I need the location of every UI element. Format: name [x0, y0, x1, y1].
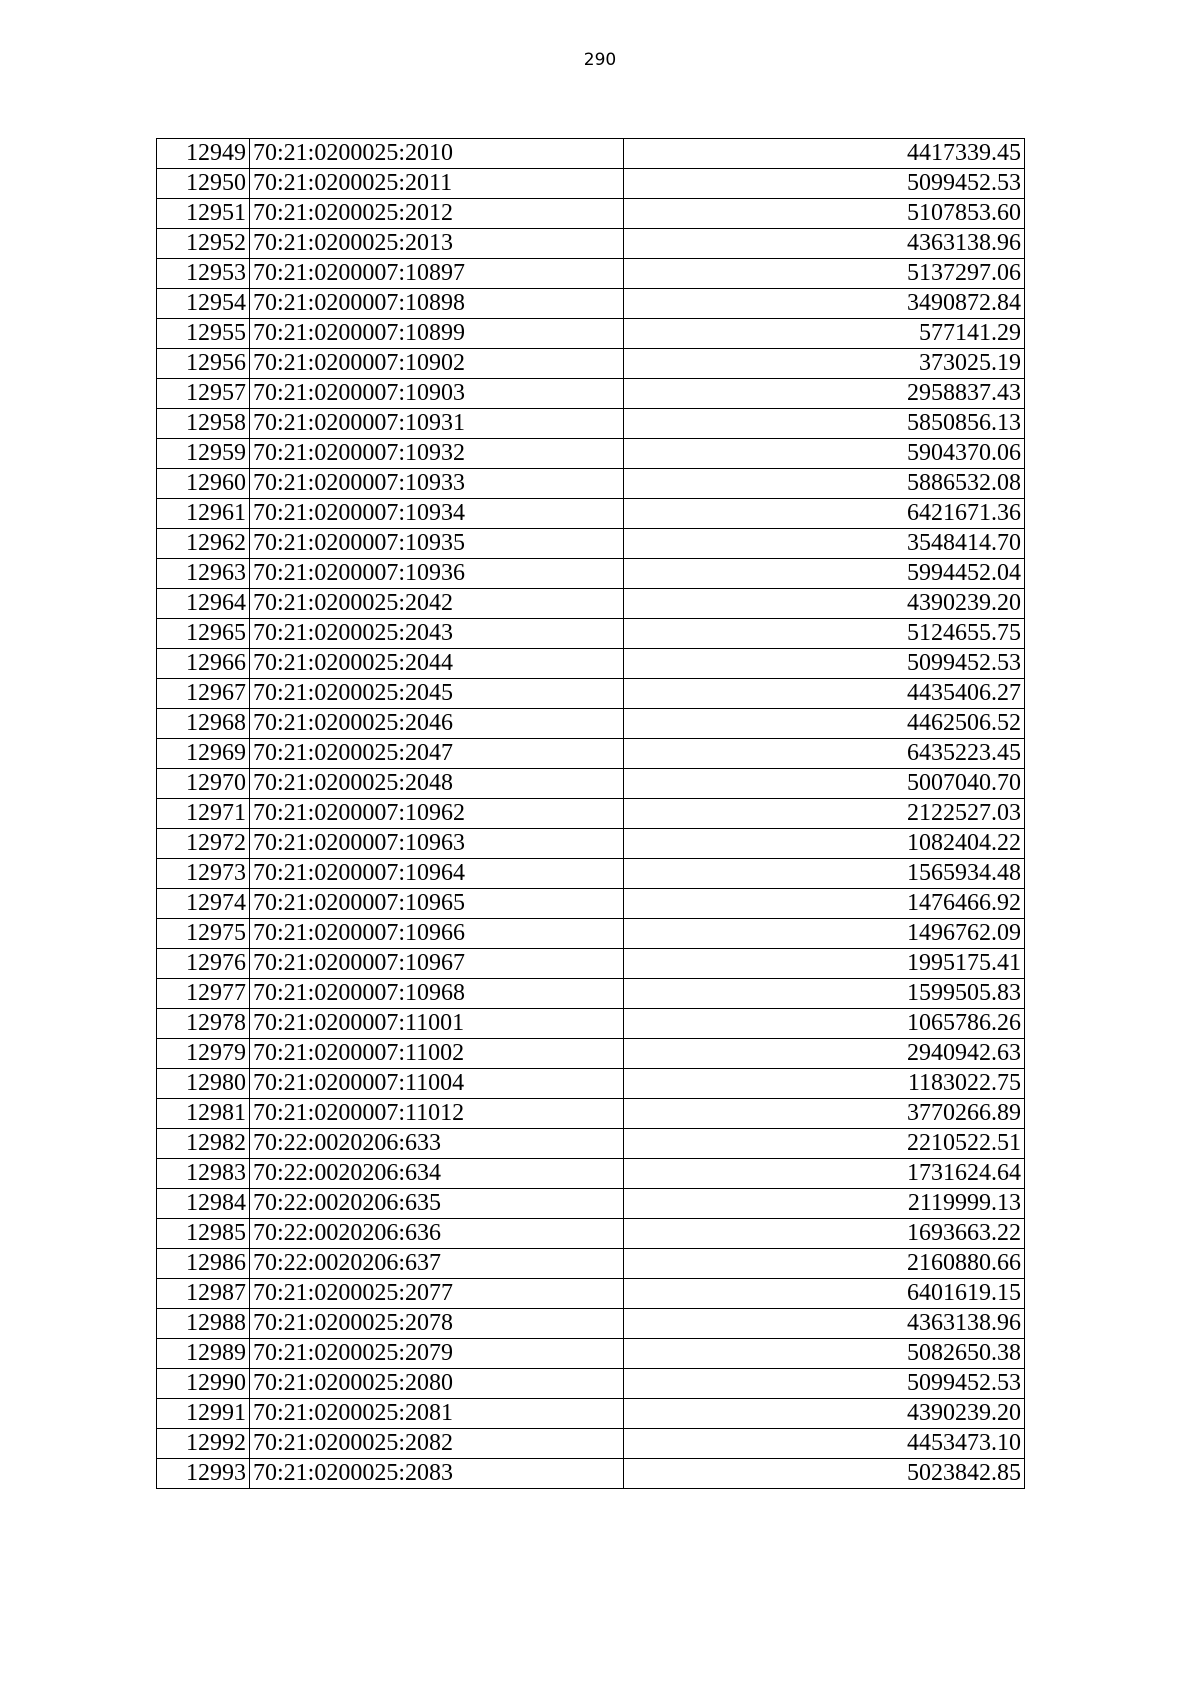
table-row: [157, 1399, 1025, 1429]
table-row: [157, 229, 1025, 259]
table-row: [157, 1039, 1025, 1069]
row-number-cell: 12973: [157, 859, 250, 889]
row-number-cell: 12957: [157, 379, 250, 409]
value-cell: 4462506.52: [624, 709, 1025, 739]
table-row: [157, 799, 1025, 829]
table-row: [157, 379, 1025, 409]
row-number-cell: 12965: [157, 619, 250, 649]
row-number-cell: 12969: [157, 739, 250, 769]
table-row: [157, 1099, 1025, 1129]
cadastral-number-cell: 70:22:0020206:637: [250, 1249, 624, 1279]
value-cell: 1995175.41: [624, 949, 1025, 979]
row-number-cell: 12966: [157, 649, 250, 679]
cadastral-number-cell: 70:21:0200007:11001: [250, 1009, 624, 1039]
row-number-cell: 12959: [157, 439, 250, 469]
cadastral-number-cell: 70:21:0200007:10963: [250, 829, 624, 859]
cadastral-number-cell: 70:21:0200025:2080: [250, 1369, 624, 1399]
table-row: [157, 649, 1025, 679]
table-row: [157, 349, 1025, 379]
page-number: 290: [583, 50, 617, 70]
cadastral-number-cell: 70:21:0200007:10966: [250, 919, 624, 949]
table-row: [157, 919, 1025, 949]
cadastral-number-cell: 70:21:0200025:2046: [250, 709, 624, 739]
row-number-cell: 12976: [157, 949, 250, 979]
table-row: [157, 1249, 1025, 1279]
row-number-cell: 12993: [157, 1459, 250, 1489]
row-number-cell: 12949: [157, 139, 250, 169]
table-row: [157, 679, 1025, 709]
row-number-cell: 12987: [157, 1279, 250, 1309]
table-row: [157, 889, 1025, 919]
row-number-cell: 12981: [157, 1099, 250, 1129]
value-cell: 1693663.22: [624, 1219, 1025, 1249]
value-cell: 1082404.22: [624, 829, 1025, 859]
row-number-cell: 12970: [157, 769, 250, 799]
table-row: [157, 1279, 1025, 1309]
row-number-cell: 12978: [157, 1009, 250, 1039]
cadastral-number-cell: 70:21:0200007:11002: [250, 1039, 624, 1069]
cadastral-number-cell: 70:21:0200025:2010: [250, 139, 624, 169]
value-cell: 1599505.83: [624, 979, 1025, 1009]
row-number-cell: 12955: [157, 319, 250, 349]
table-row: [157, 1339, 1025, 1369]
row-number-cell: 12958: [157, 409, 250, 439]
row-number-cell: 12990: [157, 1369, 250, 1399]
value-cell: 1565934.48: [624, 859, 1025, 889]
value-cell: 6421671.36: [624, 499, 1025, 529]
table-row: [157, 949, 1025, 979]
cadastral-number-cell: 70:21:0200007:10935: [250, 529, 624, 559]
row-number-cell: 12988: [157, 1309, 250, 1339]
table-row: [157, 739, 1025, 769]
cadastral-number-cell: 70:21:0200025:2042: [250, 589, 624, 619]
cadastral-number-cell: 70:21:0200025:2079: [250, 1339, 624, 1369]
row-number-cell: 12956: [157, 349, 250, 379]
cadastral-number-cell: 70:21:0200025:2043: [250, 619, 624, 649]
table-row: [157, 139, 1025, 169]
table-body: [157, 139, 1025, 1489]
row-number-cell: 12964: [157, 589, 250, 619]
cadastral-number-cell: 70:22:0020206:634: [250, 1159, 624, 1189]
row-number-cell: 12985: [157, 1219, 250, 1249]
row-number-cell: 12977: [157, 979, 250, 1009]
value-cell: 3490872.84: [624, 289, 1025, 319]
cadastral-number-cell: 70:21:0200025:2012: [250, 199, 624, 229]
cadastral-number-cell: 70:22:0020206:635: [250, 1189, 624, 1219]
value-cell: 5886532.08: [624, 469, 1025, 499]
row-number-cell: 12950: [157, 169, 250, 199]
value-cell: 3770266.89: [624, 1099, 1025, 1129]
value-cell: 4453473.10: [624, 1429, 1025, 1459]
table-row: [157, 619, 1025, 649]
cadastral-number-cell: 70:22:0020206:633: [250, 1129, 624, 1159]
row-number-cell: 12953: [157, 259, 250, 289]
cadastral-number-cell: 70:21:0200025:2078: [250, 1309, 624, 1339]
table-row: [157, 319, 1025, 349]
value-cell: 2958837.43: [624, 379, 1025, 409]
row-number-cell: 12952: [157, 229, 250, 259]
table-row: [157, 859, 1025, 889]
cadastral-number-cell: 70:21:0200007:10933: [250, 469, 624, 499]
table-row: [157, 709, 1025, 739]
value-cell: 4363138.96: [624, 1309, 1025, 1339]
cadastral-number-cell: 70:21:0200025:2082: [250, 1429, 624, 1459]
cadastral-number-cell: 70:21:0200007:10898: [250, 289, 624, 319]
row-number-cell: 12983: [157, 1159, 250, 1189]
table-row: [157, 979, 1025, 1009]
cadastral-number-cell: 70:21:0200025:2045: [250, 679, 624, 709]
value-cell: 1183022.75: [624, 1069, 1025, 1099]
table-row: [157, 1129, 1025, 1159]
value-cell: 5099452.53: [624, 649, 1025, 679]
cadastral-number-cell: 70:21:0200007:10934: [250, 499, 624, 529]
row-number-cell: 12971: [157, 799, 250, 829]
value-cell: 1731624.64: [624, 1159, 1025, 1189]
cadastral-number-cell: 70:21:0200007:10903: [250, 379, 624, 409]
value-cell: 6435223.45: [624, 739, 1025, 769]
value-cell: 1065786.26: [624, 1009, 1025, 1039]
cadastral-number-cell: 70:21:0200007:10931: [250, 409, 624, 439]
row-number-cell: 12986: [157, 1249, 250, 1279]
cadastral-number-cell: 70:22:0020206:636: [250, 1219, 624, 1249]
cadastral-number-cell: 70:21:0200025:2048: [250, 769, 624, 799]
table-row: [157, 1429, 1025, 1459]
value-cell: 4390239.20: [624, 1399, 1025, 1429]
value-cell: 3548414.70: [624, 529, 1025, 559]
table-row: [157, 1219, 1025, 1249]
value-cell: 4363138.96: [624, 229, 1025, 259]
value-cell: 2160880.66: [624, 1249, 1025, 1279]
value-cell: 5007040.70: [624, 769, 1025, 799]
value-cell: 2119999.13: [624, 1189, 1025, 1219]
cadastral-number-cell: 70:21:0200007:10932: [250, 439, 624, 469]
table-row: [157, 529, 1025, 559]
row-number-cell: 12979: [157, 1039, 250, 1069]
value-cell: 2210522.51: [624, 1129, 1025, 1159]
table-row: [157, 1069, 1025, 1099]
table-row: [157, 259, 1025, 289]
row-number-cell: 12968: [157, 709, 250, 739]
row-number-cell: 12960: [157, 469, 250, 499]
table-row: [157, 559, 1025, 589]
value-cell: 4417339.45: [624, 139, 1025, 169]
table-row: [157, 199, 1025, 229]
table-row: [157, 1369, 1025, 1399]
value-cell: 1476466.92: [624, 889, 1025, 919]
cadastral-value-table: [156, 138, 1025, 1489]
cadastral-number-cell: 70:21:0200025:2047: [250, 739, 624, 769]
row-number-cell: 12961: [157, 499, 250, 529]
row-number-cell: 12974: [157, 889, 250, 919]
table-row: [157, 1009, 1025, 1039]
row-number-cell: 12967: [157, 679, 250, 709]
cadastral-number-cell: 70:21:0200007:10965: [250, 889, 624, 919]
cadastral-number-cell: 70:21:0200025:2081: [250, 1399, 624, 1429]
cadastral-number-cell: 70:21:0200025:2013: [250, 229, 624, 259]
value-cell: 5904370.06: [624, 439, 1025, 469]
cadastral-number-cell: 70:21:0200007:10967: [250, 949, 624, 979]
table-row: [157, 499, 1025, 529]
cadastral-number-cell: 70:21:0200025:2044: [250, 649, 624, 679]
value-cell: 373025.19: [624, 349, 1025, 379]
value-cell: 5082650.38: [624, 1339, 1025, 1369]
value-cell: 5099452.53: [624, 1369, 1025, 1399]
table-row: [157, 289, 1025, 319]
table-row: [157, 169, 1025, 199]
table-row: [157, 439, 1025, 469]
row-number-cell: 12963: [157, 559, 250, 589]
value-cell: 5099452.53: [624, 169, 1025, 199]
row-number-cell: 12975: [157, 919, 250, 949]
table-row: [157, 829, 1025, 859]
table-row: [157, 769, 1025, 799]
value-cell: 4390239.20: [624, 589, 1025, 619]
value-cell: 5107853.60: [624, 199, 1025, 229]
cadastral-number-cell: 70:21:0200007:10962: [250, 799, 624, 829]
cadastral-number-cell: 70:21:0200007:11012: [250, 1099, 624, 1129]
cadastral-number-cell: 70:21:0200025:2083: [250, 1459, 624, 1489]
table-row: [157, 469, 1025, 499]
table-row: [157, 1159, 1025, 1189]
cadastral-number-cell: 70:21:0200007:10899: [250, 319, 624, 349]
row-number-cell: 12989: [157, 1339, 250, 1369]
cadastral-number-cell: 70:21:0200007:11004: [250, 1069, 624, 1099]
row-number-cell: 12954: [157, 289, 250, 319]
cadastral-number-cell: 70:21:0200007:10968: [250, 979, 624, 1009]
value-cell: 5124655.75: [624, 619, 1025, 649]
cadastral-number-cell: 70:21:0200025:2011: [250, 169, 624, 199]
cadastral-number-cell: 70:21:0200007:10902: [250, 349, 624, 379]
value-cell: 1496762.09: [624, 919, 1025, 949]
value-cell: 5023842.85: [624, 1459, 1025, 1489]
row-number-cell: 12980: [157, 1069, 250, 1099]
row-number-cell: 12992: [157, 1429, 250, 1459]
table-row: [157, 1189, 1025, 1219]
table-row: [157, 409, 1025, 439]
table-row: [157, 1309, 1025, 1339]
value-cell: 2940942.63: [624, 1039, 1025, 1069]
row-number-cell: 12982: [157, 1129, 250, 1159]
value-cell: 5850856.13: [624, 409, 1025, 439]
cadastral-number-cell: 70:21:0200025:2077: [250, 1279, 624, 1309]
table-row: [157, 589, 1025, 619]
row-number-cell: 12962: [157, 529, 250, 559]
table-row: [157, 1459, 1025, 1489]
row-number-cell: 12991: [157, 1399, 250, 1429]
value-cell: 577141.29: [624, 319, 1025, 349]
value-cell: 5994452.04: [624, 559, 1025, 589]
row-number-cell: 12951: [157, 199, 250, 229]
row-number-cell: 12972: [157, 829, 250, 859]
cadastral-number-cell: 70:21:0200007:10964: [250, 859, 624, 889]
value-cell: 2122527.03: [624, 799, 1025, 829]
value-cell: 6401619.15: [624, 1279, 1025, 1309]
value-cell: 5137297.06: [624, 259, 1025, 289]
row-number-cell: 12984: [157, 1189, 250, 1219]
cadastral-number-cell: 70:21:0200007:10897: [250, 259, 624, 289]
cadastral-number-cell: 70:21:0200007:10936: [250, 559, 624, 589]
value-cell: 4435406.27: [624, 679, 1025, 709]
